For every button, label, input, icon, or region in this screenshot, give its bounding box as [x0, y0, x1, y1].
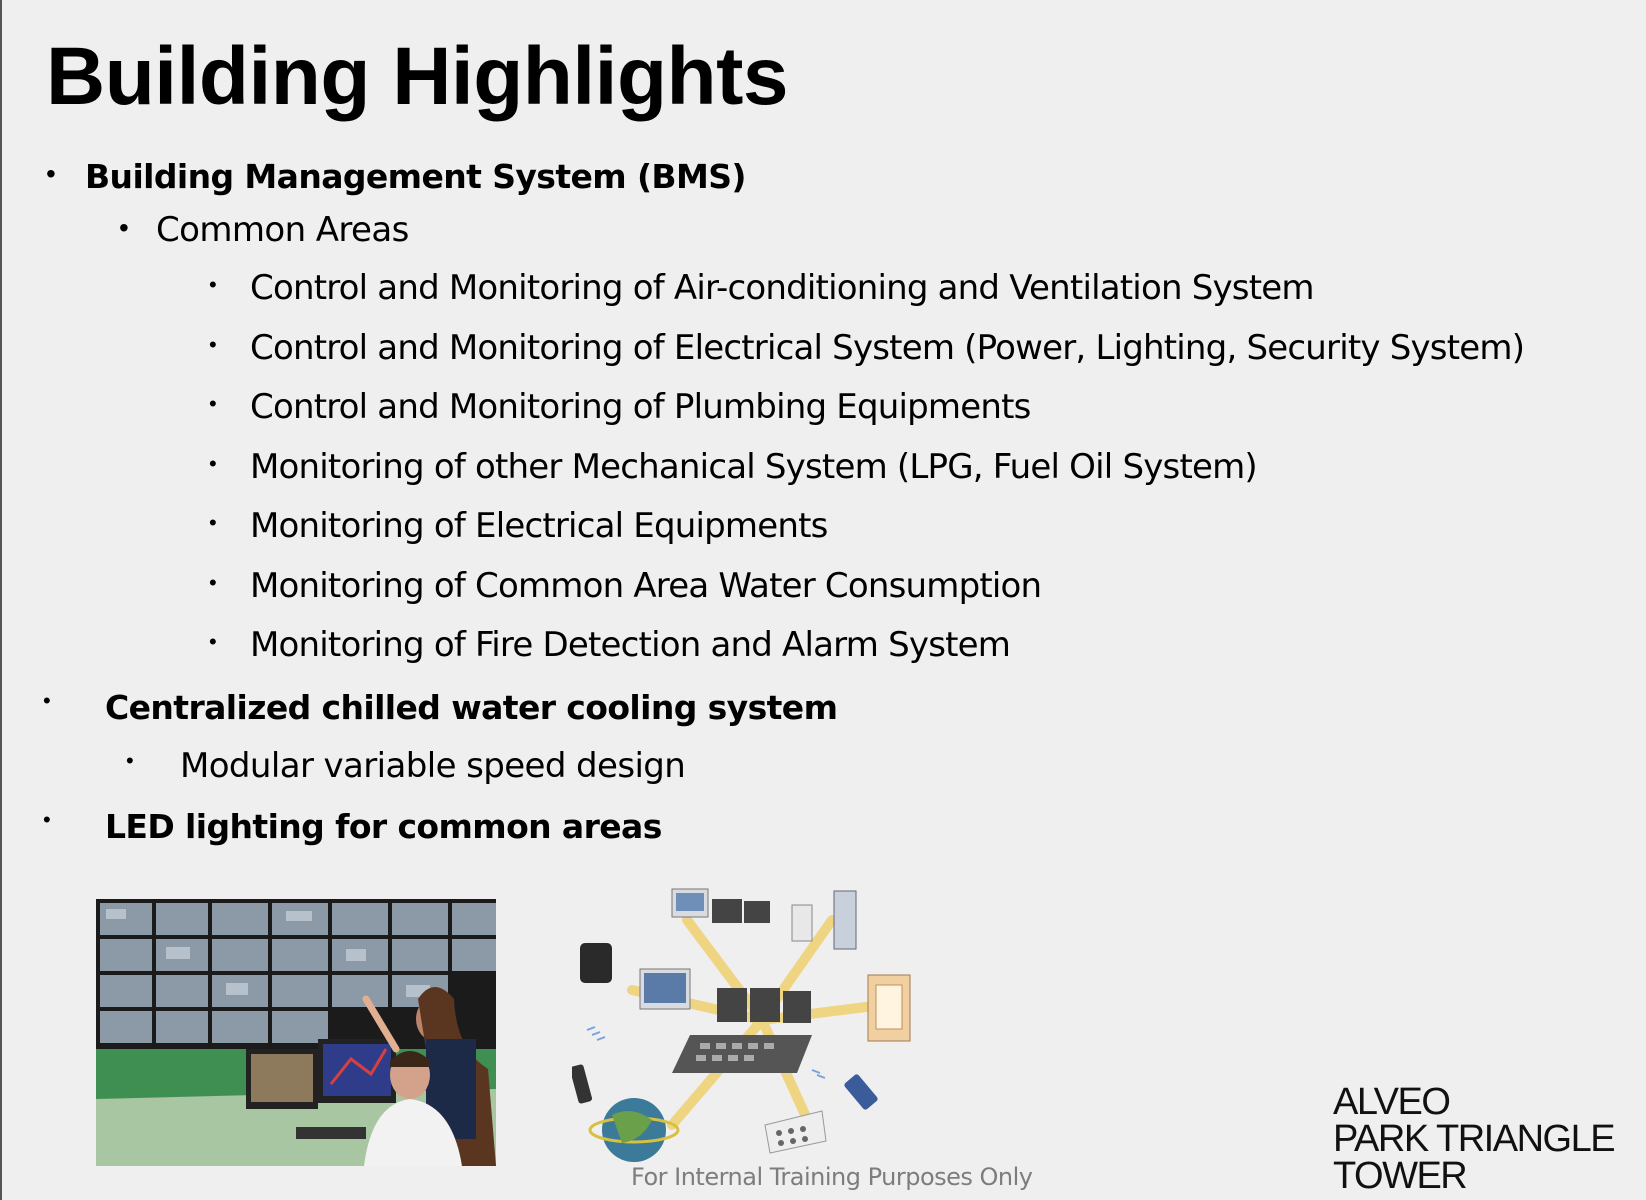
bullet-icon: • — [209, 391, 217, 416]
slide-left-border — [0, 0, 2, 1200]
control-room-photo — [96, 899, 496, 1166]
bullet-item-mechanical: Monitoring of other Mechanical System (LPG, Fuel Oil System) — [250, 447, 1257, 487]
training-footer: For Internal Training Purposes Only — [631, 1163, 1033, 1191]
alveo-logo — [1333, 1081, 1646, 1200]
bullet-item-fire: Monitoring of Fire Detection and Alarm System — [250, 625, 1011, 665]
bullet-icon: • — [209, 629, 217, 654]
bullet-item-water: Monitoring of Common Area Water Consumption — [250, 566, 1042, 606]
logo-line-1: ALVEO — [1333, 1081, 1450, 1123]
bullet-icon: • — [209, 570, 217, 595]
bullet-icon: • — [126, 748, 134, 773]
bullet-led: LED lighting for common areas — [105, 807, 662, 846]
bullet-chilled-water: Centralized chilled water cooling system — [105, 688, 838, 727]
bullet-item-plumbing: Control and Monitoring of Plumbing Equipments — [250, 387, 1031, 427]
bullet-common-areas: Common Areas — [156, 210, 409, 250]
bullet-bms: Building Management System (BMS) — [85, 157, 746, 196]
bullet-modular: Modular variable speed design — [180, 746, 686, 786]
bullet-icon: • — [209, 451, 217, 476]
bms-network-diagram — [572, 885, 952, 1167]
logo-line-2: PARK TRIANGLE — [1333, 1118, 1615, 1160]
logo-line-3: TOWER — [1333, 1155, 1467, 1197]
bullet-item-electrical-system: Control and Monitoring of Electrical System (Power, Lighting, Security System) — [250, 328, 1525, 368]
bullet-icon: • — [46, 158, 56, 189]
bullet-item-electrical-equipments: Monitoring of Electrical Equipments — [250, 506, 828, 546]
bullet-icon: • — [209, 510, 217, 535]
slide-title: Building Highlights — [46, 31, 789, 122]
bullet-icon: • — [209, 332, 217, 357]
bullet-icon: • — [119, 212, 129, 243]
bullet-item-hvac: Control and Monitoring of Air-conditioning and Ventilation System — [250, 268, 1314, 308]
bullet-icon: • — [43, 807, 51, 832]
bullet-icon: • — [43, 688, 51, 713]
bullet-icon: • — [209, 272, 217, 297]
